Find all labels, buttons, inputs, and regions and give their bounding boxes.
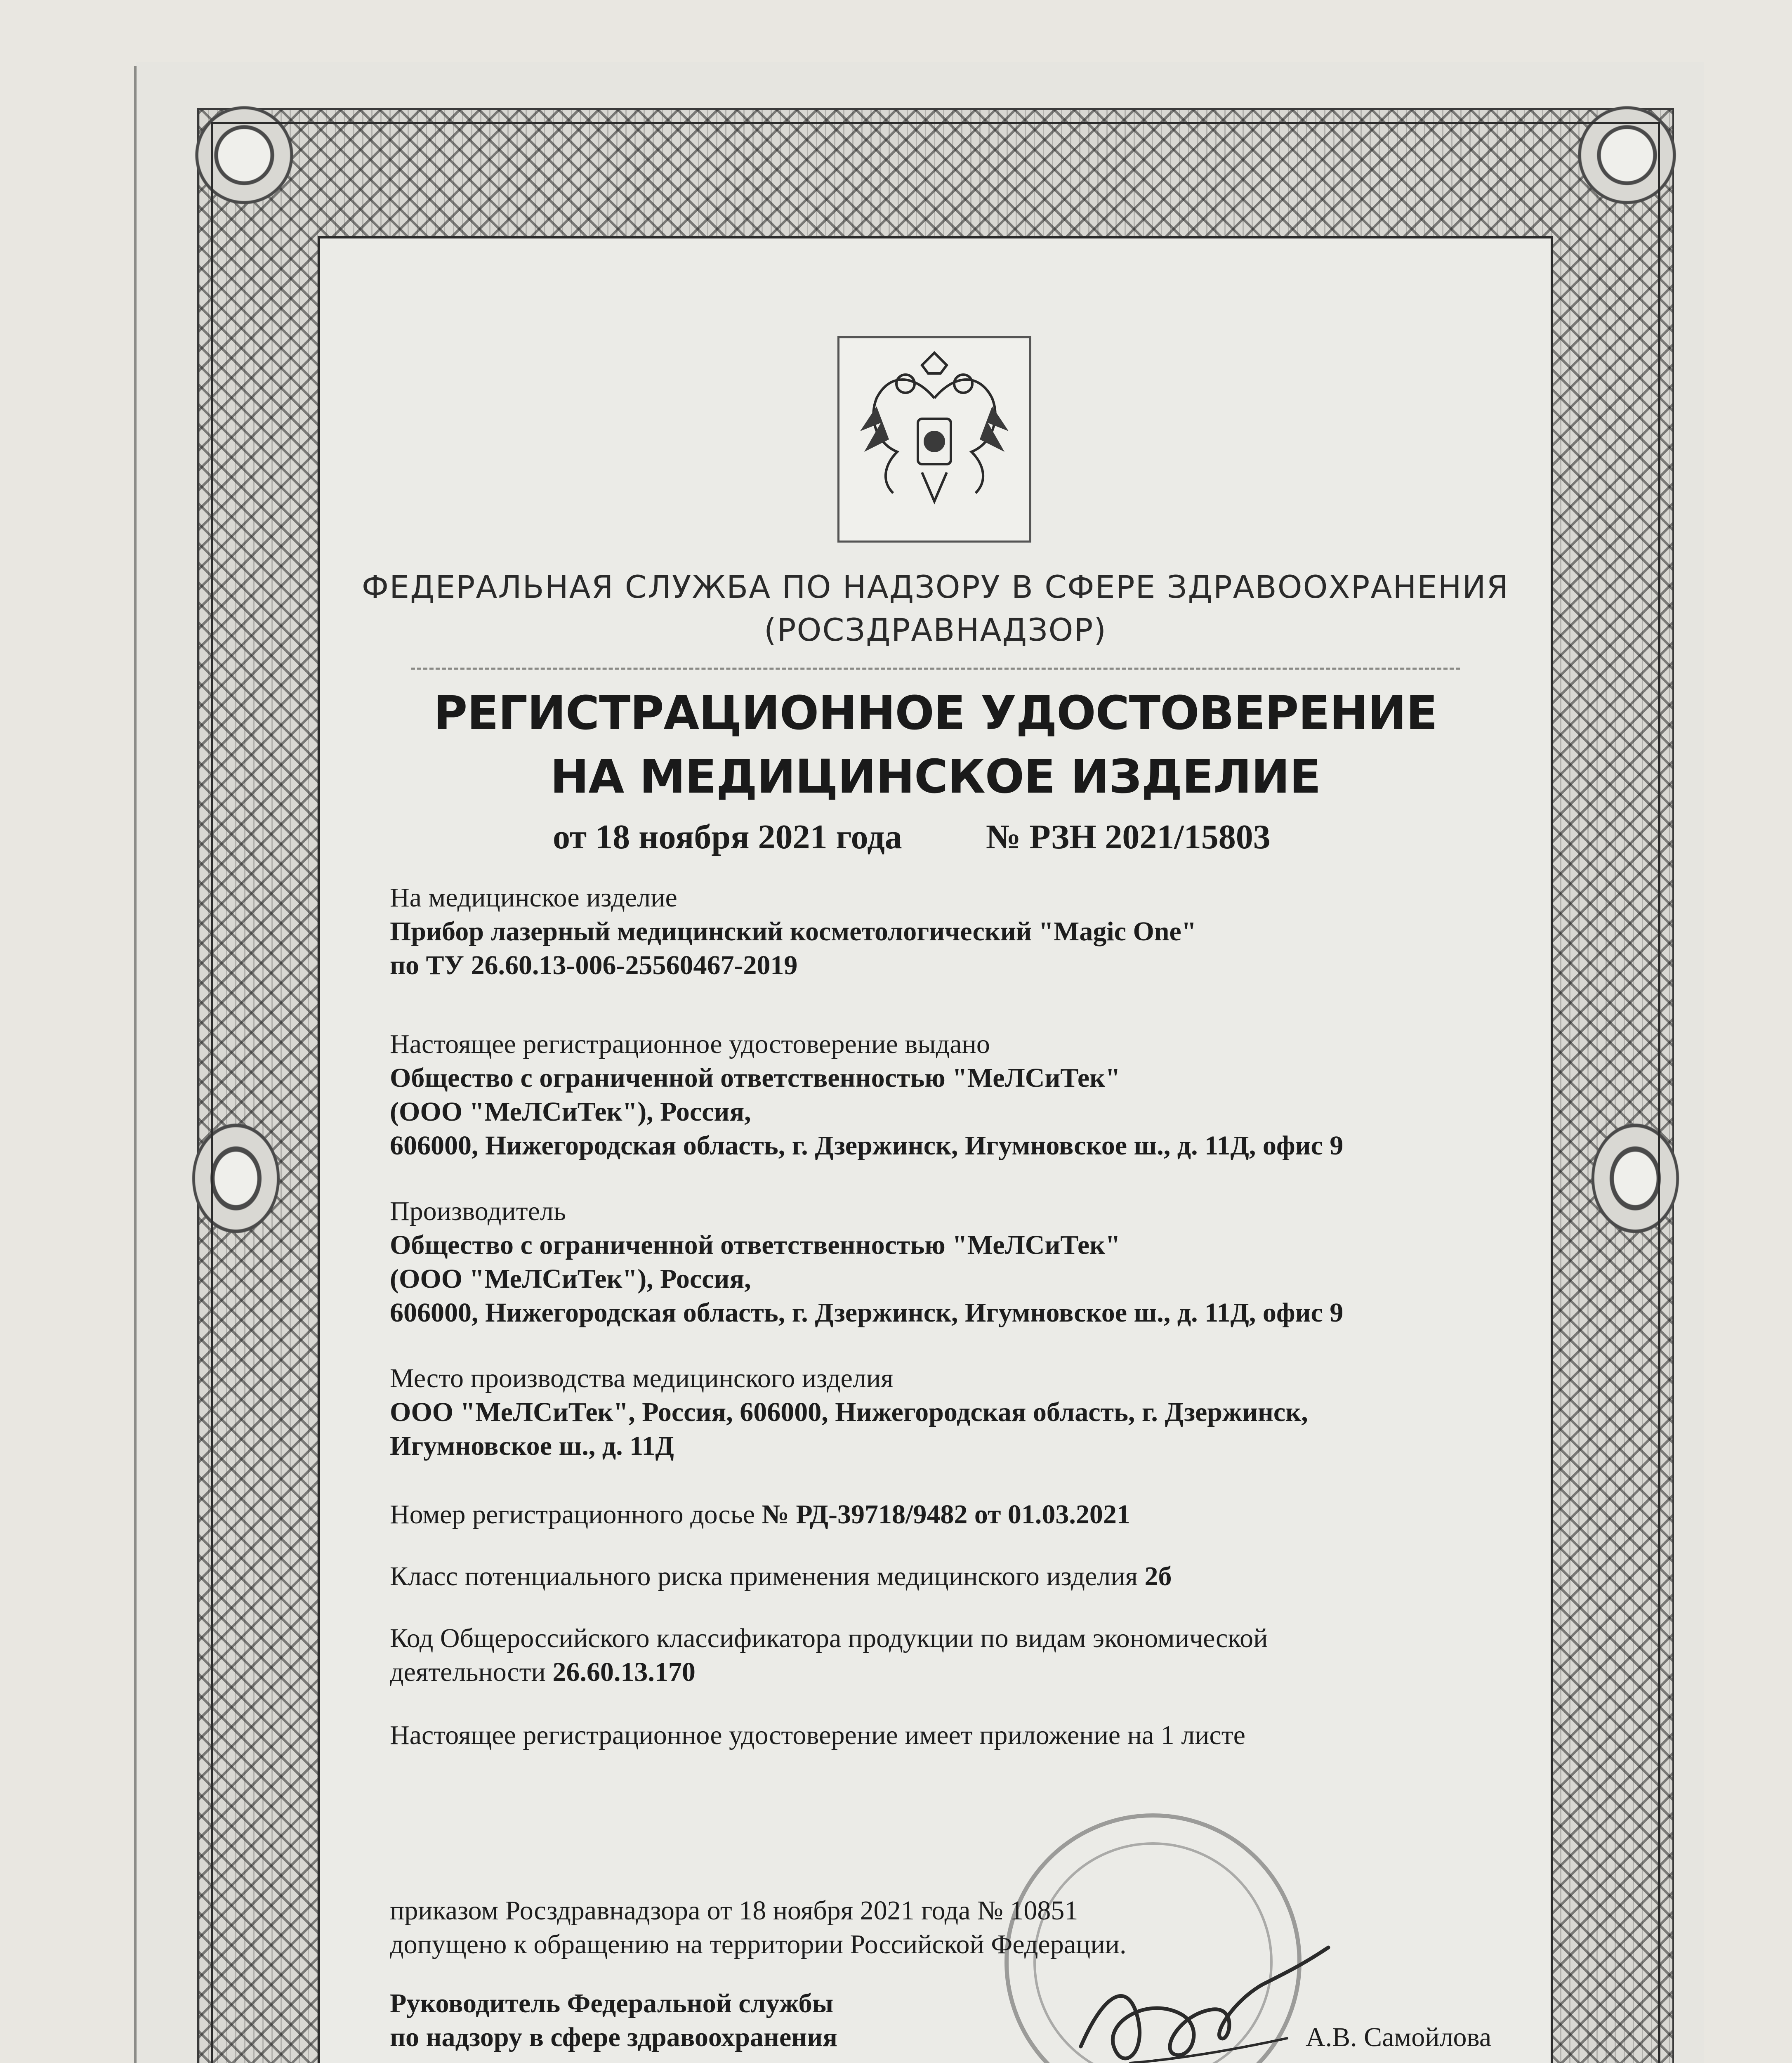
agency-abbreviation: (РОСЗДРАВНАДЗОР) (764, 611, 1107, 648)
production-site-section (390, 1362, 1537, 1463)
manufacturer-line-2: (ООО "МеЛСиТек"), Россия, (390, 1264, 751, 1294)
order-line-1: приказом Росздравнадзора от 18 ноября 2021 года № 10851 (390, 1895, 1078, 1926)
holder-line-1: Общество с ограниченной ответственностью "МеЛСиТек" (390, 1063, 1120, 1093)
side-medallion-icon (186, 1116, 285, 1240)
registration-number: № РЗН 2021/15803 (986, 818, 1271, 856)
order-line-2: допущено к обращению на территории Российской Федерации. (390, 1929, 1127, 1959)
dossier-label: Номер регистрационного досье (390, 1499, 762, 1530)
side-medallion-icon (1586, 1116, 1685, 1240)
signatory-name: А.В. Самойлова (1306, 2022, 1492, 2052)
production-site-line-2: Игумновское ш., д. 11Д (390, 1431, 674, 1461)
device-spec: по ТУ 26.60.13-006-25560467-2019 (390, 950, 798, 980)
appendix-section (390, 1718, 1537, 1752)
dossier-section (390, 1498, 1537, 1532)
holder-label: Настоящее регистрационное удостоверение выдано (390, 1029, 990, 1059)
okpd-label-line-2: деятельности (390, 1657, 553, 1687)
binder-edge (134, 66, 137, 2063)
okpd-section (390, 1622, 1537, 1689)
agency-name: ФЕДЕРАЛЬНАЯ СЛУЖБА ПО НАДЗОРУ В СФЕРЕ ЗДРАВООХРАНЕНИЯ (361, 569, 1509, 605)
risk-class-value: 2б (1144, 1561, 1172, 1591)
manufacturer-line-3: 606000, Нижегородская область, г. Дзержинск, Игумновское ш., д. 11Д, офис 9 (390, 1298, 1344, 1328)
device-section (390, 881, 1537, 982)
order-section (390, 1894, 1537, 1962)
document-title-line-1: РЕГИСТРАЦИОННОЕ УДОСТОВЕРЕНИЕ (434, 687, 1437, 740)
double-headed-eagle-icon (852, 349, 1017, 530)
corner-rosette-icon (191, 101, 298, 209)
appendix-text: Настоящее регистрационное удостоверение имеет приложение на 1 листе (390, 1720, 1245, 1750)
production-site-label: Место производства медицинского изделия (390, 1363, 894, 1393)
okpd-label-line-1: Код Общероссийского классификатора продукции по видам экономической (390, 1623, 1268, 1653)
okpd-value: 26.60.13.170 (552, 1657, 696, 1687)
corner-rosette-icon (1573, 101, 1681, 209)
issue-date: от 18 ноября 2021 года (553, 818, 902, 856)
document-title-line-2: НА МЕДИЦИНСКОЕ ИЗДЕЛИЕ (550, 750, 1321, 804)
production-site-line-1: ООО "МеЛСиТек", Россия, 606000, Нижегородская область, г. Дзержинск, (390, 1397, 1308, 1427)
holder-line-2: (ООО "МеЛСиТек"), Россия, (390, 1097, 751, 1127)
dossier-value: № РД-39718/9482 от 01.03.2021 (762, 1499, 1130, 1530)
holder-line-3: 606000, Нижегородская область, г. Дзержинск, Игумновское ш., д. 11Д, офис 9 (390, 1131, 1344, 1161)
manufacturer-label: Производитель (390, 1196, 566, 1226)
header-divider (411, 668, 1460, 670)
device-name: Прибор лазерный медицинский косметологический "Magic One" (390, 916, 1197, 947)
device-label: На медицинское изделие (390, 883, 677, 913)
signatory-title-line-2: по надзору в сфере здравоохранения (390, 2022, 838, 2052)
manufacturer-section (390, 1194, 1537, 1330)
risk-class-label: Класс потенциального риска применения медицинского изделия (390, 1561, 1145, 1591)
signatory-title-line-1: Руководитель Федеральной службы (390, 1988, 834, 2018)
signatory-name-wrap (1306, 2021, 1553, 2054)
holder-section (390, 1027, 1537, 1163)
coat-of-arms (837, 336, 1031, 543)
manufacturer-line-1: Общество с ограниченной ответственностью "МеЛСиТек" (390, 1230, 1120, 1260)
risk-class-section (390, 1560, 1537, 1593)
